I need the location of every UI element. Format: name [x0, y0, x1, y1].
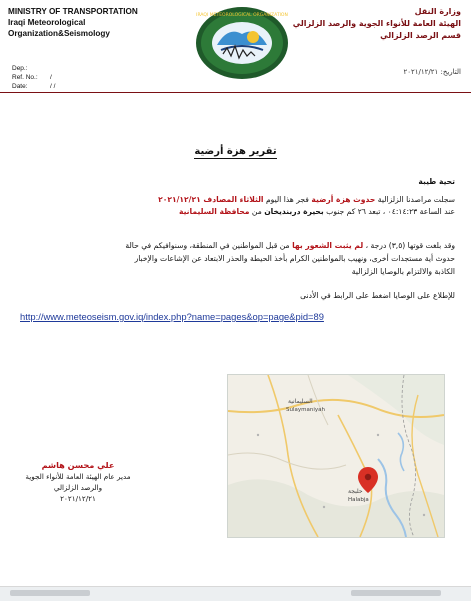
p2-text-a: وقد بلغت قوتها (٣,٥) درجة ،	[365, 241, 455, 250]
footer-right-text	[351, 590, 441, 596]
footer-strip	[0, 586, 471, 601]
ministry-name-ar: وزارة النقل	[414, 7, 461, 16]
epicenter-map[interactable]	[227, 374, 445, 538]
signatory-name: علي محسن هاشم	[41, 460, 115, 470]
report-title	[0, 146, 471, 157]
signature-block	[18, 459, 138, 504]
header-right	[291, 6, 461, 42]
date-value: / /	[50, 83, 56, 90]
p2-text-c: من قبل المواطنين في المنطقة، وسنوافيكم في حالة	[125, 241, 290, 250]
paragraph-2	[15, 239, 455, 278]
footer-left-text	[10, 590, 90, 596]
map-dot	[257, 434, 259, 436]
map-label-4: Halabja	[348, 497, 369, 503]
organization-name-en: Iraqi Meteorological Organization&Seismology	[8, 18, 110, 38]
dep-row	[12, 64, 55, 73]
organization-logo	[193, 4, 291, 82]
ministry-name-en: MINISTRY OF TRANSPORTATION	[8, 7, 138, 16]
p1-location: بحيرة دربنديخان	[264, 207, 324, 216]
signature-date: ٢٠٢١/١٢/٢١	[60, 494, 96, 503]
ref-value: /	[50, 74, 52, 81]
dep-label: Dep.:	[12, 65, 28, 72]
map-dot	[423, 514, 425, 516]
date-label: Date:	[12, 83, 28, 90]
svg-text:IRAQI METEOROLOGICAL ORGANIZAT: IRAQI METEOROLOGICAL ORGANIZATION	[196, 13, 288, 18]
p2-highlight-felt: لم يثبت الشعور بها	[292, 241, 364, 250]
p1-text-g: من	[251, 207, 262, 216]
p1-text-a: سجلت مراصدنا الزلزالية	[377, 195, 455, 204]
p1-text-e: عند الساعة ٠٤:١٤:٢٣ ، تبعد ٢٦ كم جنوب	[326, 207, 455, 216]
advice-link[interactable]: http://www.meteoseism.gov.iq/index.php?name=pages&op=page&pid=89	[20, 311, 324, 322]
map-label-1: السليمانية	[288, 398, 313, 405]
p1-highlight-date: الثلاثاء المصادف ٢٠٢١/١٢/٢١	[158, 195, 264, 204]
greeting: تحية طيبة	[418, 177, 455, 186]
date-row	[12, 82, 55, 91]
organization-name-ar: الهيئة العامة للأنواء الجوية والرصد الزلزالي	[292, 19, 461, 28]
reference-block	[12, 64, 55, 91]
signatory-title-2: والرصد الزلزالي	[53, 483, 103, 492]
ref-row	[12, 73, 55, 82]
p2-text-e: الكاذبة والالتزام بالوصايا الزلزالية	[351, 267, 455, 276]
p1-highlight-province: محافظة السليمانية	[178, 207, 250, 216]
p2-text-d: حدوث أية مستجدات أخرى، ونهيب بالمواطنين الكرام بأخذ الحيطة والحذر الابتعاد عن الإشاعات والإخبار	[134, 254, 455, 263]
p1-text-c: فجر هذا اليوم	[265, 195, 309, 204]
ref-label: Ref. No.:	[12, 74, 38, 81]
header-left	[8, 6, 178, 39]
map-dot	[377, 434, 379, 436]
map-dot	[323, 506, 325, 508]
map-label-2: Sulaymaniyah	[286, 407, 325, 413]
paragraph-3: للإطلاع على الوصايا اضغط على الرابط في الأدنى	[300, 291, 455, 300]
map-canvas	[228, 375, 444, 537]
map-label-3: حلبجة	[348, 488, 363, 495]
p1-highlight-quake: حدوث هزة أرضية	[311, 195, 376, 204]
date-ar: التاريخ: ٢٠٢١/١٢/٢١	[403, 68, 461, 76]
department-name-ar: قسم الرصد الزلزالي	[380, 31, 461, 40]
signatory-title-1: مدير عام الهيئة العامة للأنواء الجوية	[25, 472, 131, 481]
report-title-text: تقرير هزة أرضية	[194, 146, 277, 157]
header-divider	[0, 92, 471, 93]
paragraph-1	[15, 194, 455, 218]
